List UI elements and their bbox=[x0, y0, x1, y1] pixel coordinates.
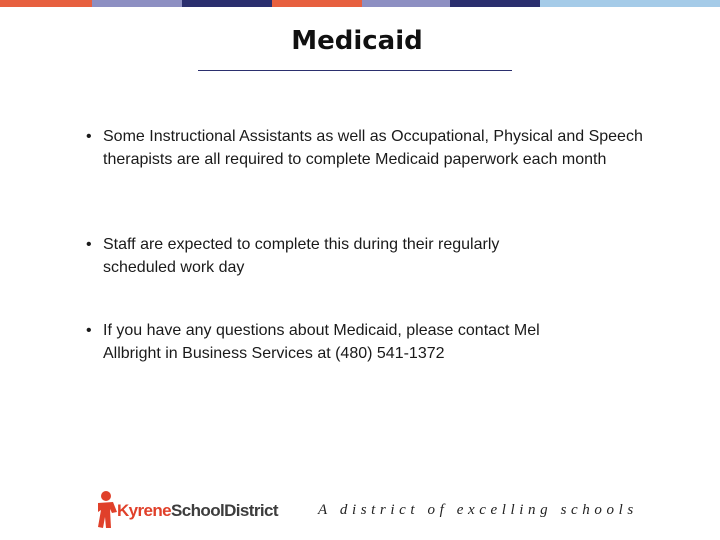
top-bar-segment bbox=[0, 0, 92, 7]
logo-word-school-district: SchoolDistrict bbox=[171, 501, 278, 520]
logo-word-kyrene: Kyrene bbox=[117, 501, 172, 520]
top-bar-segment bbox=[540, 0, 720, 7]
bullet-item bbox=[86, 234, 646, 279]
bullet-symbol: • bbox=[86, 322, 92, 339]
bullet-text: If you have any questions about Medicaid, please contact Mel Allbright in Business Services at (480) 541-1372 bbox=[103, 322, 540, 362]
bullet-symbol: • bbox=[86, 128, 92, 145]
district-logo bbox=[95, 490, 295, 530]
top-bar-segment bbox=[182, 0, 272, 7]
bullet-symbol: • bbox=[86, 236, 92, 253]
bullet-item bbox=[86, 126, 646, 171]
top-bar-segment bbox=[362, 0, 450, 7]
bullet-text: Staff are expected to complete this during their regularly scheduled work day bbox=[103, 236, 500, 276]
logo-wordmark bbox=[117, 501, 278, 521]
top-color-bar bbox=[0, 0, 720, 7]
bullet-text: Some Instructional Assistants as well as Occupational, Physical and Speech therapists are all required to complete Medicaid paperwork each month bbox=[103, 128, 643, 168]
bullet-item bbox=[86, 320, 646, 365]
top-bar-segment bbox=[92, 0, 182, 7]
top-bar-segment bbox=[272, 0, 362, 7]
footer-tagline: A district of excelling schools bbox=[318, 502, 638, 518]
slide-title: Medicaid bbox=[291, 26, 423, 56]
title-underline bbox=[198, 70, 512, 71]
top-bar-segment bbox=[450, 0, 540, 7]
